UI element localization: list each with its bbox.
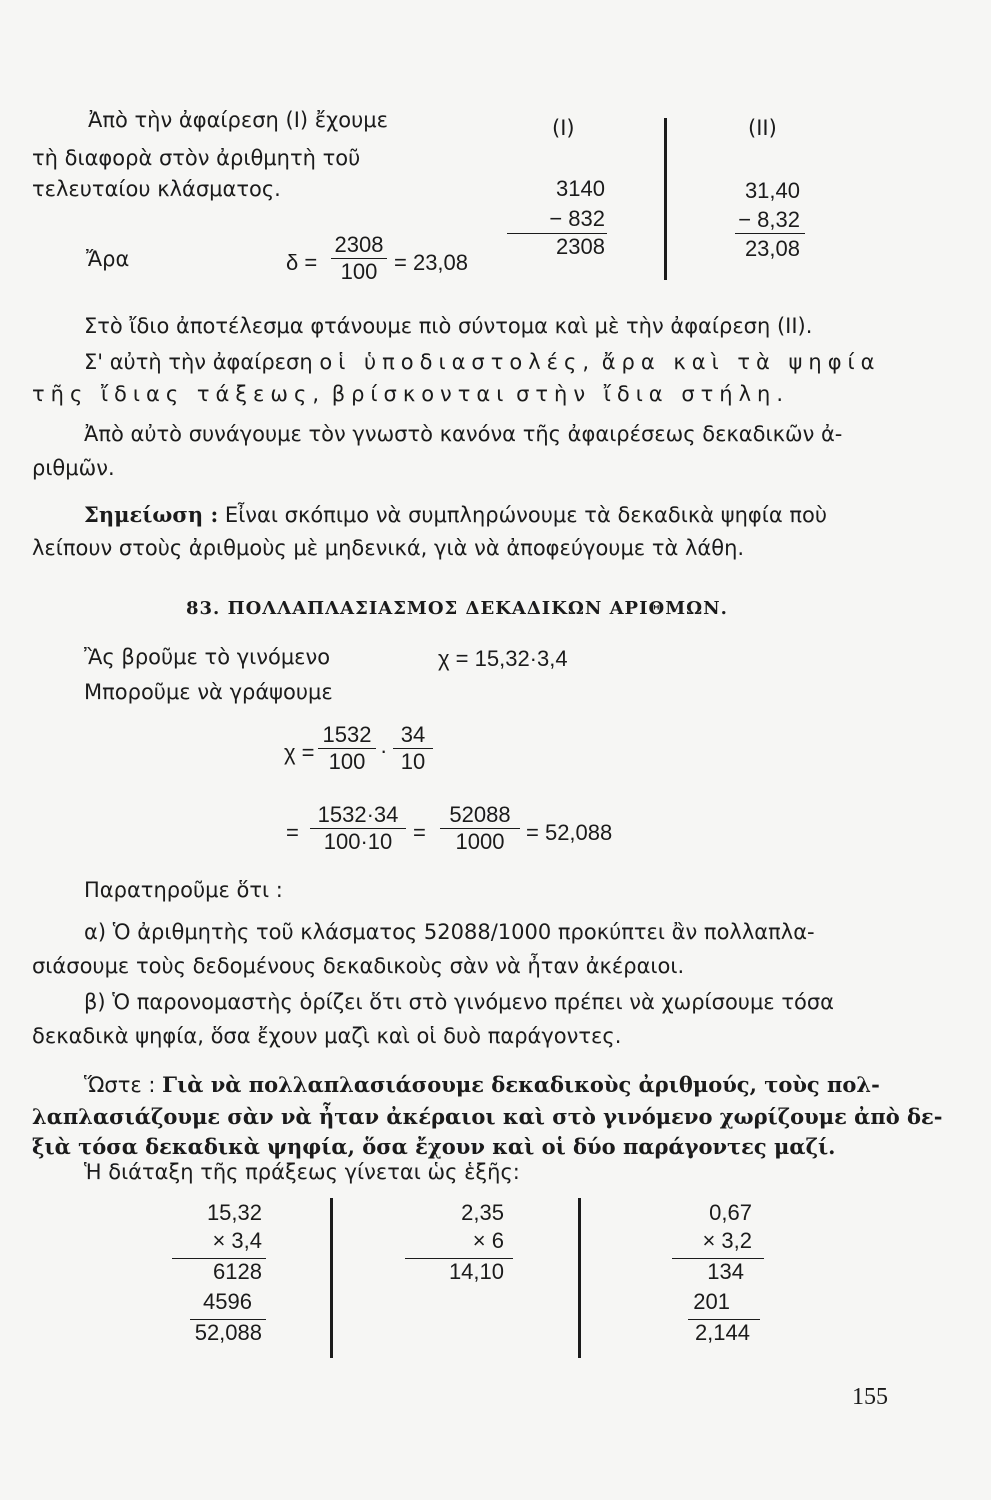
fraction-2 — [393, 722, 433, 775]
mult-divider-1 — [330, 1198, 333, 1358]
mult-divider-2 — [578, 1198, 581, 1358]
subtraction-divider — [664, 118, 667, 280]
fraction-3 — [310, 802, 406, 855]
col2-subtrahend: − 8,32 — [738, 207, 800, 232]
mult3-a: 0,67 — [709, 1200, 752, 1225]
ara-rhs: = 23,08 — [394, 250, 469, 275]
mult1-result: 52,088 — [194, 1320, 262, 1345]
col1-result: 2308 — [556, 234, 605, 259]
x-equals: χ = — [284, 740, 315, 765]
mult3-b: × 3,2 — [702, 1228, 752, 1253]
col2-minuend: 31,40 — [744, 178, 800, 203]
mult3-result: 2,144 — [694, 1320, 750, 1345]
ara-numerator: 2308 — [334, 232, 384, 257]
equals-1: = — [286, 820, 299, 845]
section-title: 83. ΠΟΛΛΑΠΛΑΣΙΑΣΜΟΣ ΔΕΚΑΔΙΚΩΝ ΑΡΙΘΜΩΝ. — [186, 598, 728, 619]
mult2-result: 14,10 — [448, 1259, 504, 1284]
para1-line3a: τῆς ἴδιας τάξεως, — [32, 382, 325, 406]
para1-line2a: Σ' αὐτὴ τὴν ἀφαίρεση — [84, 350, 313, 374]
col2-rule — [735, 233, 805, 234]
rule-label: Ὥστε : — [84, 1073, 156, 1097]
para1-line2c: ἄρα καὶ τὰ ψηφία — [601, 350, 881, 374]
fraction-2-num: 34 — [400, 722, 426, 747]
para1-line3c: στὴν ἴδια στήλη. — [516, 382, 789, 406]
rule-line1 — [84, 1072, 880, 1097]
product-intro: Ἂς βροῦμε τὸ γινόμενο — [84, 645, 331, 669]
fraction-4-num: 52088 — [449, 802, 511, 827]
mult2-a: 2,35 — [461, 1200, 504, 1225]
note-line2: λείπουν στοὺς ἀριθμοὺς μὲ μηδενικά, γιὰ νὰ ἀποφεύγουμε τὰ λάθη. — [32, 536, 745, 560]
col2-label: (II) — [748, 116, 777, 140]
mult1-partial-2: 4596 — [203, 1289, 252, 1314]
layout-intro: Ἡ διάταξη τῆς πράξεως γίνεται ὡς ἑξῆς: — [84, 1160, 520, 1184]
rule-line3: ξιὰ τόσα δεκαδικὰ ψηφία, ὅσα ἔχουν καὶ οἱ δύο παράγοντες μαζί. — [32, 1134, 836, 1159]
fraction-3-num: 1532·34 — [317, 802, 399, 827]
fraction-4-den: 1000 — [440, 828, 520, 855]
sub-intro-line3: τελευταίου κλάσματος. — [32, 177, 281, 201]
dot-operator: · — [380, 738, 388, 763]
page-number: 155 — [852, 1384, 888, 1410]
mult1-a: 15,32 — [206, 1200, 262, 1225]
para1-line3 — [32, 382, 789, 406]
product-write: Μποροῦμε νὰ γράψουμε — [84, 680, 333, 704]
observe-a-line2: σιάσουμε τοὺς δεδομένους δεκαδικοὺς σὰν νὰ ἦταν ἀκέραιοι. — [32, 954, 685, 978]
observe-b-line2: δεκαδικὰ ψηφία, ὅσα ἔχουν μαζὶ καὶ οἱ δυὸ παράγοντες. — [32, 1024, 622, 1048]
fraction-1 — [318, 722, 376, 775]
equals-2: = — [413, 820, 426, 845]
rule-line2: λαπλασιάζουμε σὰν νὰ ἦταν ἀκέραιοι καὶ στὸ γινόμενο χωρίζουμε ἀπὸ δε- — [32, 1104, 943, 1129]
para1-line2 — [84, 350, 881, 374]
mult3-partial-2: 201 — [693, 1289, 730, 1314]
rule-text-1: Γιὰ νὰ πολλαπλασιάσουμε δεκαδικοὺς ἀριθμούς, τοὺς πολ- — [162, 1072, 880, 1097]
col1-minuend: 3140 — [556, 176, 605, 201]
observe-a-line1: α) Ὁ ἀριθμητὴς τοῦ κλάσματος 52088/1000 προκύπτει ἂν πολλαπλα- — [84, 920, 815, 944]
observe-b-line1: β) Ὁ παρονομαστὴς ὁρίζει ὅτι στὸ γινόμενο πρέπει νὰ χωρίσουμε τόσα — [84, 990, 834, 1014]
mult1-partial-1: 6128 — [213, 1259, 262, 1284]
para1-line2b: οἱ ὑποδιαστολές, — [319, 350, 595, 374]
ara-lhs: δ = — [286, 250, 318, 275]
col2-result: 23,08 — [744, 236, 800, 261]
note-text: Εἶναι σκόπιμο νὰ συμπληρώνουμε τὰ δεκαδικὰ ψηφία ποὺ — [224, 503, 828, 527]
ara-denominator: 100 — [331, 258, 387, 285]
mult2-b: × 6 — [472, 1228, 504, 1253]
col1-subtrahend: − 832 — [549, 206, 605, 231]
para2-line2: ριθμῶν. — [32, 456, 115, 480]
ara-fraction — [331, 232, 387, 285]
note-line1 — [84, 502, 827, 527]
col1-label: (I) — [552, 116, 575, 140]
fraction-1-num: 1532 — [322, 722, 372, 747]
mult3-partial-1: 134 — [707, 1259, 744, 1284]
observe-label: Παρατηροῦμε ὅτι : — [84, 878, 283, 902]
mult1-b: × 3,4 — [212, 1228, 262, 1253]
ara-label: Ἄρα — [86, 247, 130, 271]
para1-line1: Στὸ ἴδιο ἀποτέλεσμα φτάνουμε πιὸ σύντομα καὶ μὲ τὴν ἀφαίρεση (II). — [84, 314, 813, 338]
fraction-3-den: 100·10 — [310, 828, 406, 855]
equals-3: = 52,088 — [526, 820, 613, 845]
sub-intro-line2: τὴ διαφορὰ στὸν ἀριθμητὴ τοῦ — [32, 146, 361, 170]
product-expression: χ = 15,32·3,4 — [438, 646, 568, 671]
para2-line1: Ἀπὸ αὐτὸ συνάγουμε τὸν γνωστὸ κανόνα τῆς ἀφαιρέσεως δεκαδικῶν ἀ- — [84, 422, 843, 446]
note-label: Σημείωση : — [84, 502, 219, 527]
sub-intro-line1: Ἀπὸ τὴν ἀφαίρεση (I) ἔχουμε — [88, 108, 388, 132]
fraction-2-den: 10 — [393, 748, 433, 775]
para1-line3b: βρίσκονται — [331, 382, 510, 406]
fraction-4 — [440, 802, 520, 855]
fraction-1-den: 100 — [318, 748, 376, 775]
